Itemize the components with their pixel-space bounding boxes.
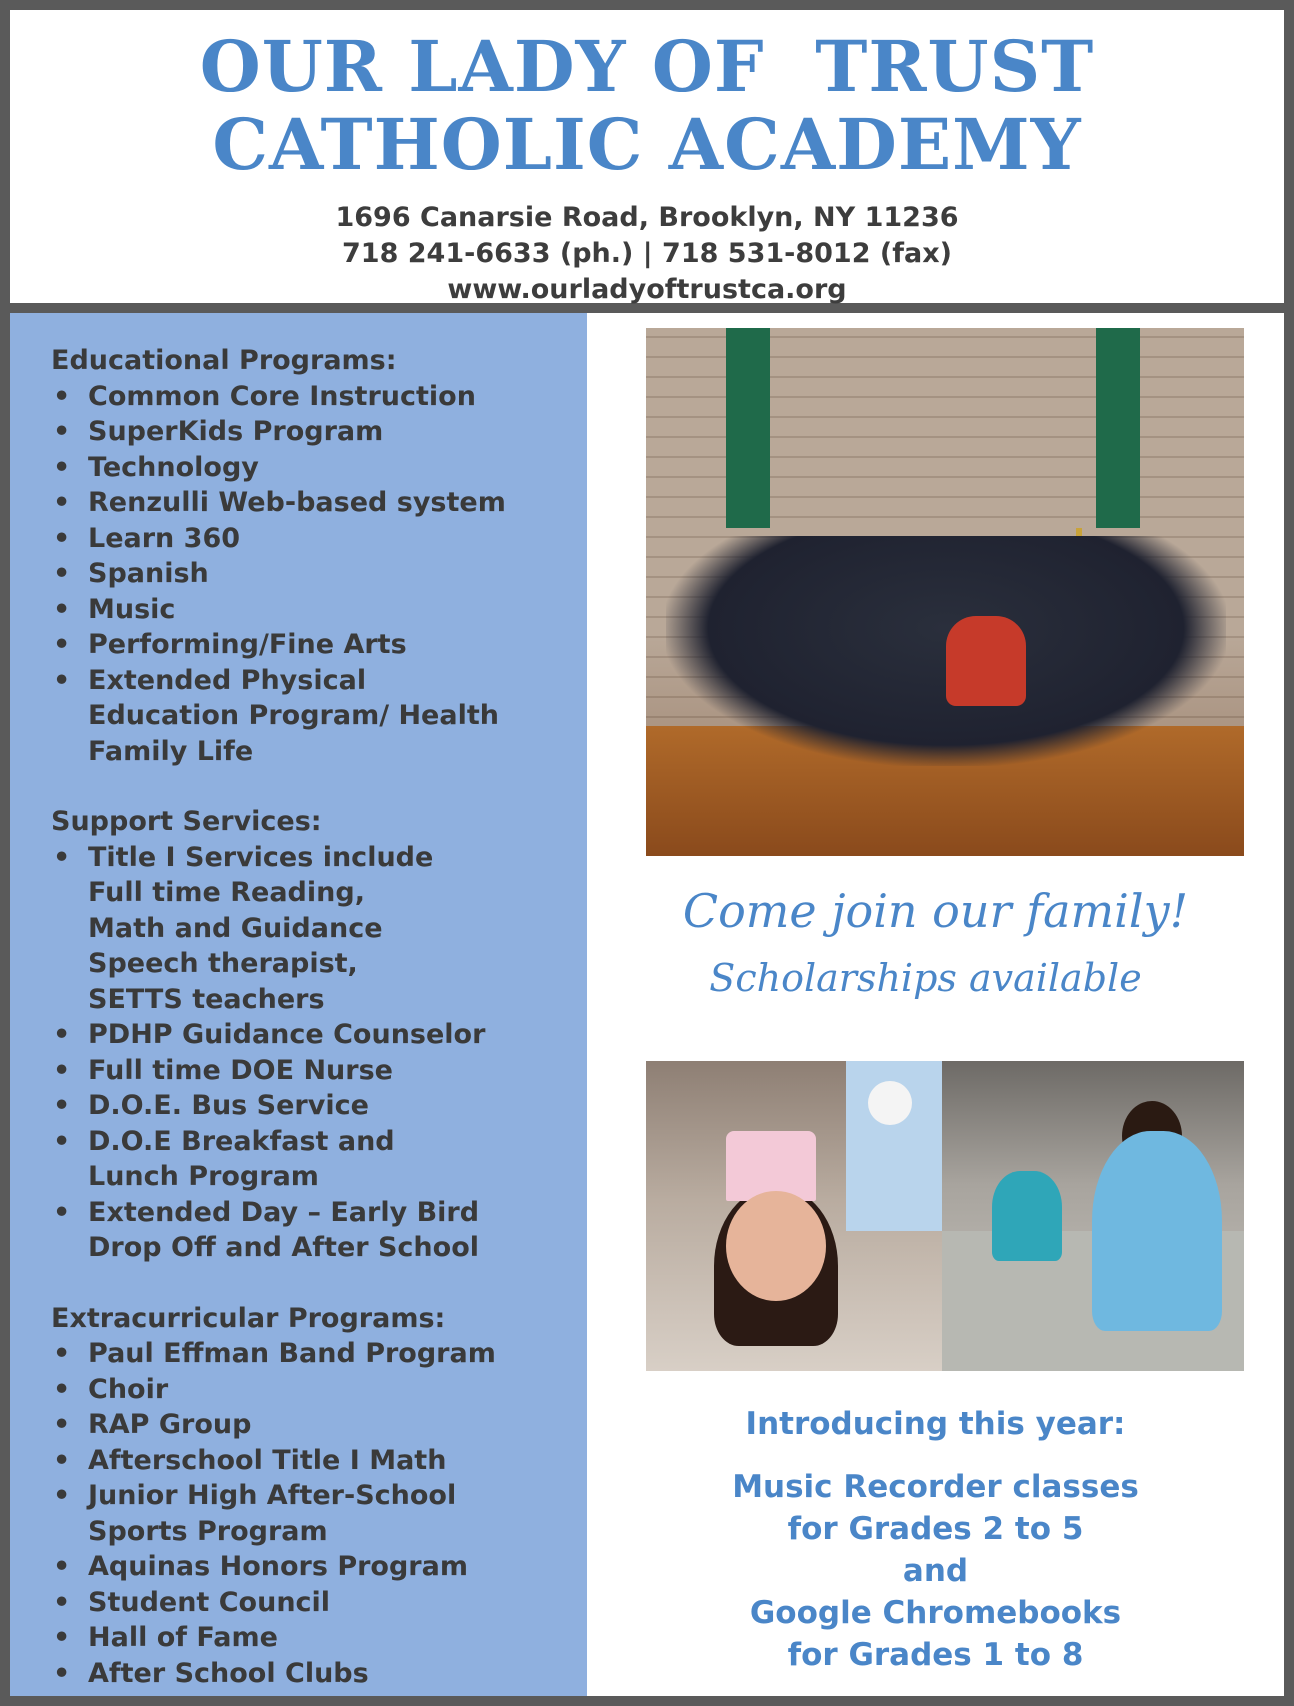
list-item xyxy=(51,1478,587,1549)
phone-fax: 718 241-6633 (ph.) | 718 531-8012 (fax) xyxy=(342,238,952,269)
list-item-line: Drop Off and After School xyxy=(88,1232,479,1263)
extracurricular-programs-section xyxy=(51,1301,587,1692)
list-item: • Spanish xyxy=(51,556,587,592)
list-item-line: • Extended Physical xyxy=(88,664,367,696)
section-title: Educational Programs: xyxy=(51,345,397,376)
list-item xyxy=(51,1195,587,1266)
section-title: Extracurricular Programs: xyxy=(51,1302,446,1334)
list-item xyxy=(51,1124,587,1195)
list-item: • Paul Effman Band Program xyxy=(51,1336,587,1372)
list-item: • Student Council xyxy=(51,1585,587,1621)
list-item-line: • Junior High After-School xyxy=(88,1480,457,1511)
child-reading xyxy=(992,1171,1062,1261)
intro-line: Google Chromebooks xyxy=(749,1595,1122,1631)
green-banner-left xyxy=(726,328,770,528)
list-item: • Common Core Instruction xyxy=(51,379,587,415)
list-item: • Aquinas Honors Program xyxy=(51,1549,587,1585)
website-link[interactable]: www.ourladyoftrustca.org xyxy=(447,274,847,305)
church-group-photo xyxy=(646,328,1244,856)
list-item: • Afterschool Title I Math xyxy=(51,1443,587,1479)
snowman-decoration xyxy=(868,1081,912,1125)
list-item: • After School Clubs xyxy=(51,1656,587,1692)
list-item-line: • D.O.E Breakfast and xyxy=(88,1125,395,1157)
intro-line: and xyxy=(902,1553,969,1589)
list-item: • PDHP Guidance Counselor xyxy=(51,1017,587,1053)
list-item-line: Education Program/ Health xyxy=(88,700,499,731)
list-item: • SuperKids Program xyxy=(51,414,587,450)
list-item-line: SETTS teachers xyxy=(88,983,325,1015)
list-item-line: Speech therapist, xyxy=(88,948,358,979)
classroom-photo-right xyxy=(942,1061,1244,1371)
educational-programs-list xyxy=(51,379,587,770)
list-item: • Learn 360 xyxy=(51,521,587,557)
list-item xyxy=(51,840,587,1018)
school-name-line1: OUR LADY OF TRUST xyxy=(199,25,1095,108)
list-item: • Technology xyxy=(51,450,587,486)
intro-line: for Grades 1 to 8 xyxy=(787,1637,1084,1673)
program-sidebar xyxy=(10,313,587,1696)
section-title: Support Services: xyxy=(51,806,322,837)
extracurricular-programs-list xyxy=(51,1336,587,1691)
list-item: • D.O.E. Bus Service xyxy=(51,1088,587,1124)
person-in-red-sweater xyxy=(946,616,1026,706)
list-item-line: Lunch Program xyxy=(88,1161,319,1192)
join-family-heading: Come join our family! xyxy=(682,884,1189,938)
main-content xyxy=(587,313,1284,1696)
scholarships-text: Scholarships available xyxy=(709,956,1142,1000)
adult-reading xyxy=(1092,1131,1222,1331)
school-name xyxy=(10,10,1284,184)
list-item: • Hall of Fame xyxy=(51,1620,587,1656)
list-item-line: • Title I Services include xyxy=(88,841,434,873)
list-item-line: Sports Program xyxy=(88,1515,328,1547)
list-item: • RAP Group xyxy=(51,1407,587,1443)
classroom-photo-left xyxy=(646,1061,942,1371)
child-face xyxy=(726,1191,826,1301)
list-item: • Choir xyxy=(51,1372,587,1408)
list-item-line: Family Life xyxy=(88,735,254,767)
introducing-details xyxy=(587,1466,1284,1676)
support-services-list xyxy=(51,840,587,1266)
list-item-line: Math and Guidance xyxy=(88,912,383,944)
support-services-section xyxy=(51,804,587,1266)
intro-line: for Grades 2 to 5 xyxy=(787,1511,1084,1547)
school-name-line2: CATHOLIC ACADEMY xyxy=(212,103,1082,186)
address: 1696 Canarsie Road, Brooklyn, NY 11236 xyxy=(335,202,959,233)
green-banner-right xyxy=(1096,328,1140,528)
educational-programs-section xyxy=(51,343,587,769)
list-item-line: • Extended Day – Early Bird xyxy=(88,1196,480,1228)
list-item xyxy=(51,663,587,770)
intro-line: Music Recorder classes xyxy=(732,1469,1139,1505)
flyer xyxy=(10,10,1284,1696)
classroom-photo xyxy=(646,1061,1244,1371)
list-item-line: Full time Reading, xyxy=(88,877,365,908)
header xyxy=(10,10,1284,313)
list-item: • Renzulli Web-based system xyxy=(51,485,587,521)
list-item: • Music xyxy=(51,592,587,628)
introducing-heading: Introducing this year: xyxy=(745,1406,1126,1442)
list-item: • Full time DOE Nurse xyxy=(51,1053,587,1089)
list-item: • Performing/Fine Arts xyxy=(51,627,587,663)
